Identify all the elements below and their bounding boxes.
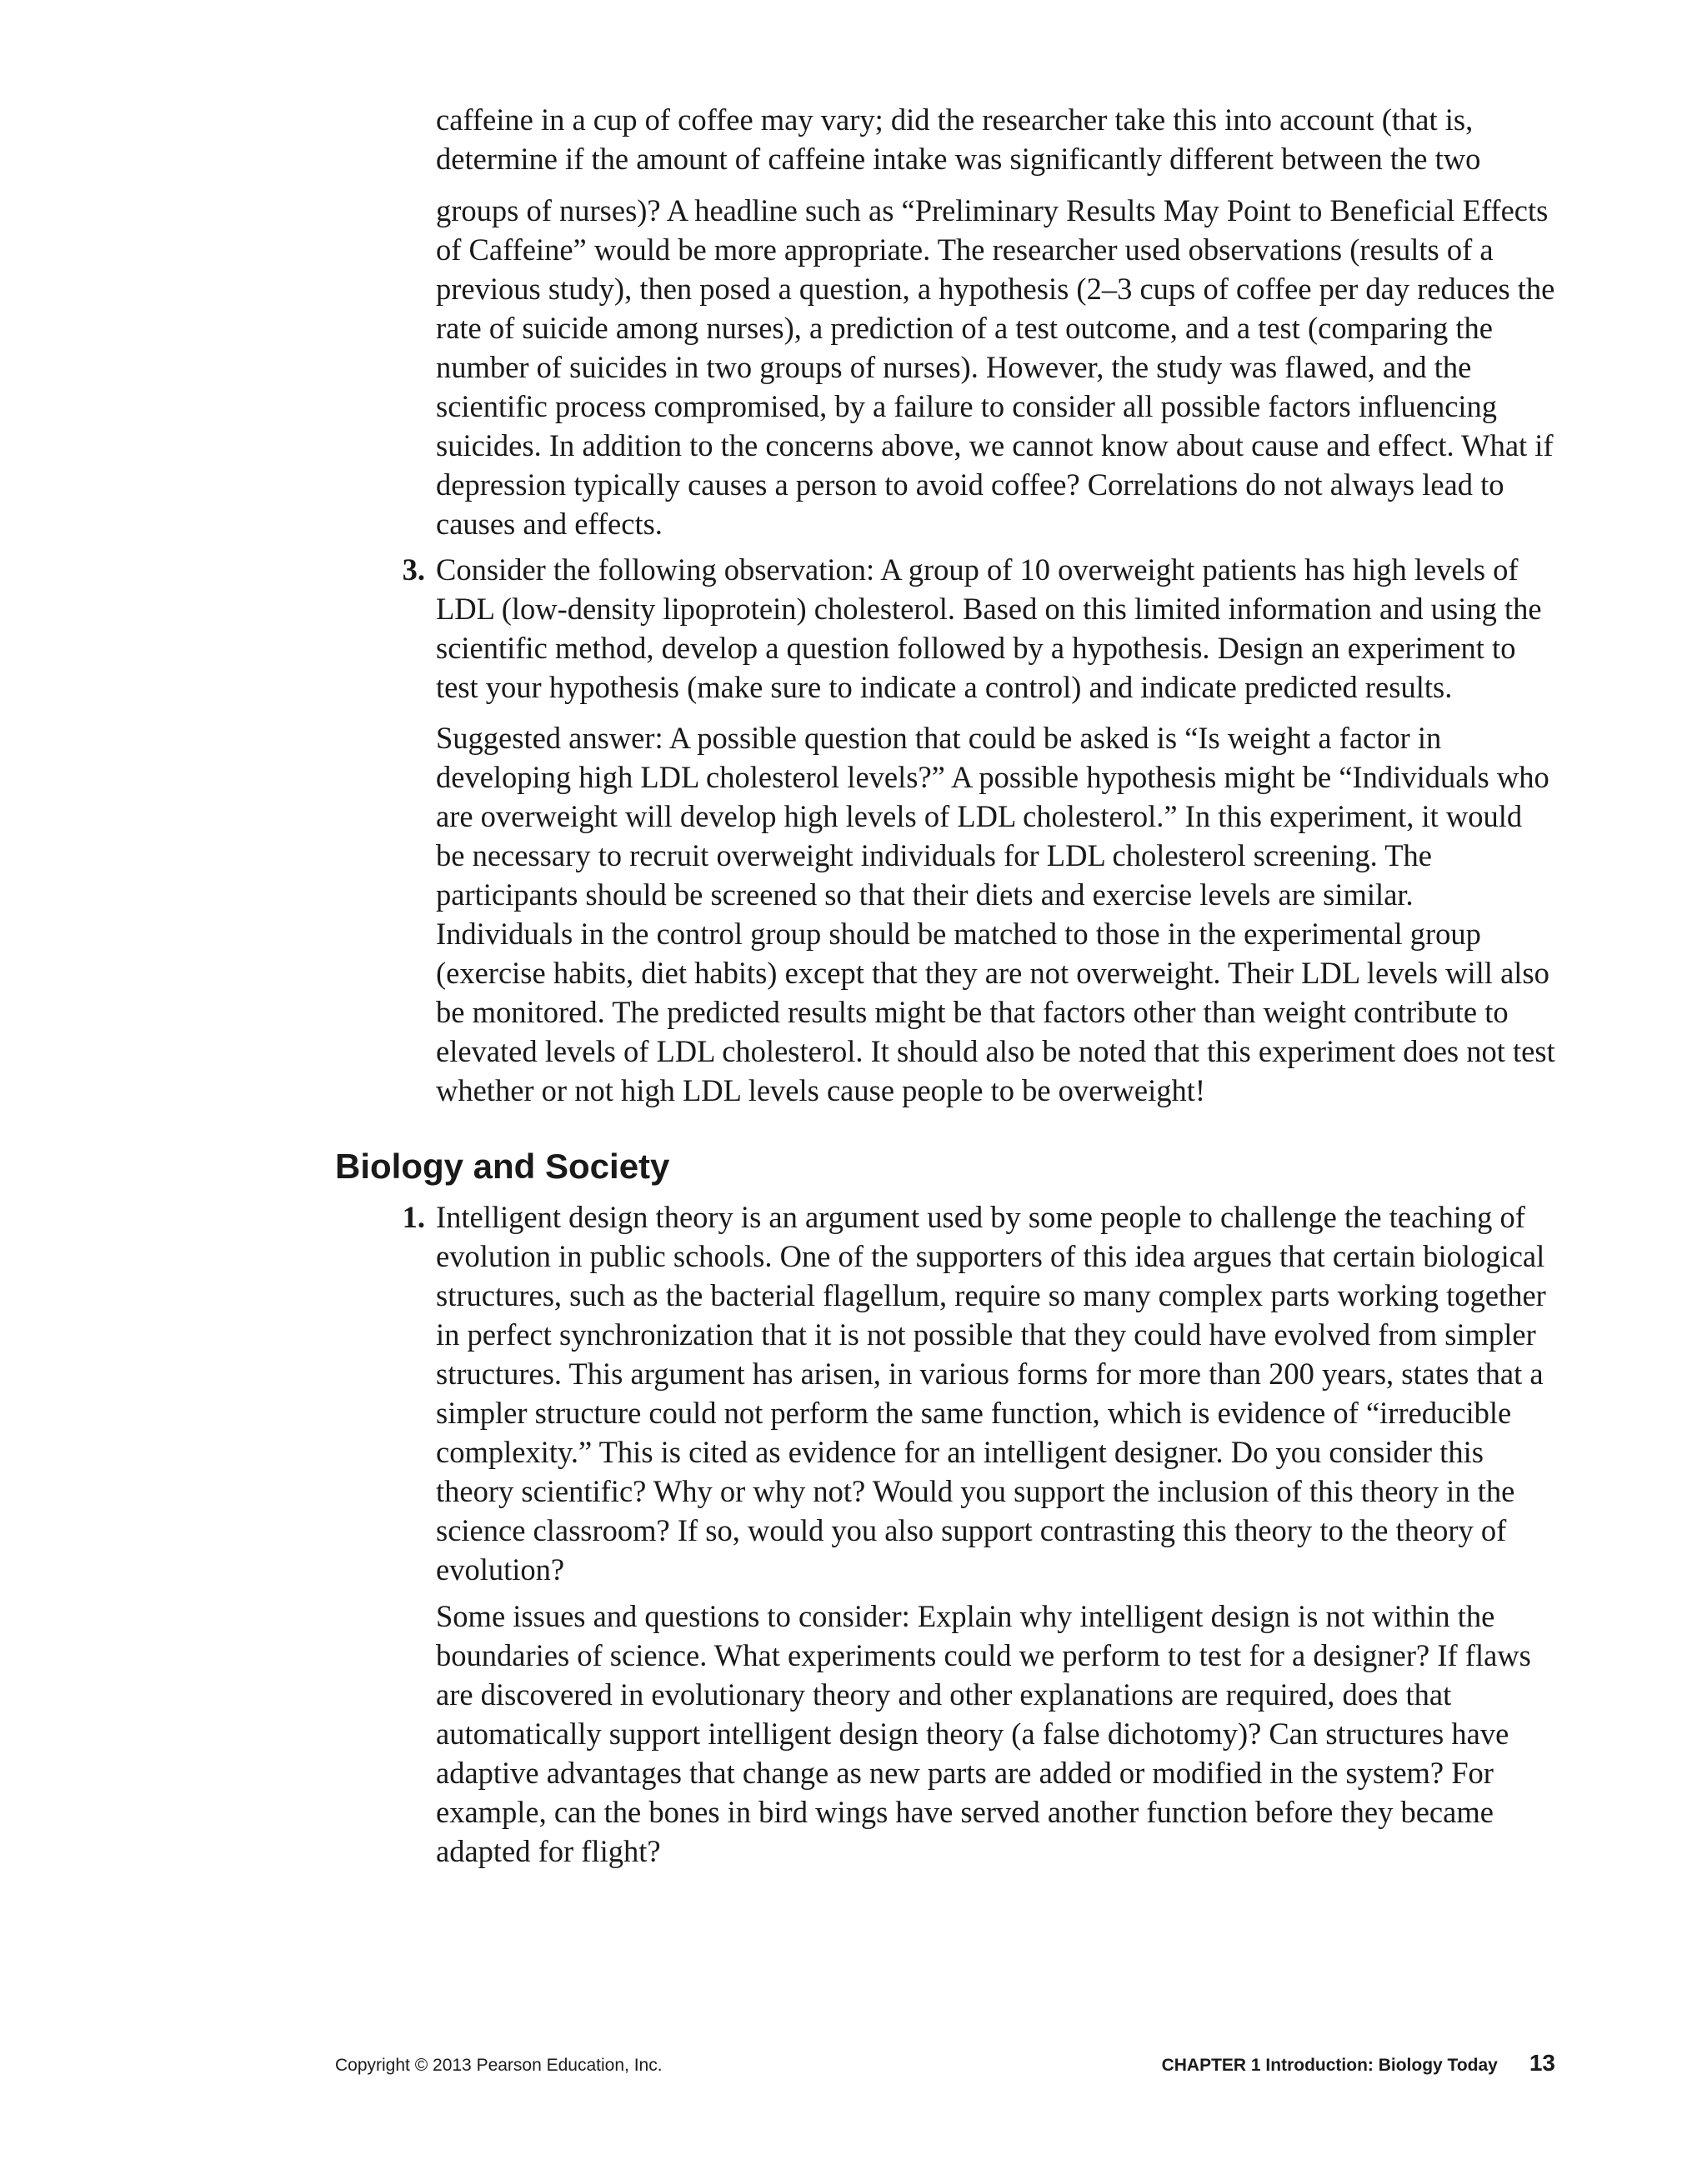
question-3-answer: Suggested answer: A possible question that could be asked is “Is weight a factor in developing high LDL cholesterol levels?” A possible hypothesis might be “Individuals who are overweight will develop high levels of LDL cholesterol.” In this experiment, it would be necessary to recruit overweight individuals for LDL cholesterol screening. The participants should be screened so that their diets and exercise levels are similar. Individuals in the control group should be matched to those in the experimental group (exercise habits, diet habits) except that they are not overweight. Their LDL levels will also be monitored. The predicted results might be that factors other than weight contribute to elevated levels of LDL cholesterol. It should also be noted that this experiment does not test whether or not high LDL levels cause people to be overweight! bbox=[436, 721, 1555, 1107]
question-1-answer: Some issues and questions to consider: Explain why intelligent design is not within the boundaries of science. What experiments could we perform to test for a designer? If flaws are discovered in evolutionary theory and other explanations are required, does that automatically support intelligent design theory (a false dichotomy)? Can structures have adaptive advantages that change as new parts are added or modified in the system? For example, can the bones in bird wings have served another function before they became adapted for flight? bbox=[436, 1599, 1531, 1868]
headline-paragraph: groups of nurses)? A headline such as “Preliminary Results May Point to Beneficial Effects of Caffeine” would be more appropriate. The researcher used observations (results of a previous study), then posed a question, a hypothesis (2–3 cups of coffee per day reduces the rate of suicide among nurses), a prediction of a test outcome, and a test (comparing the number of suicides in two groups of nurses). However, the study was flawed, and the scientific process compromised, by a failure to consider all possible factors influencing suicides. In addition to the concerns above, we cannot know about cause and effect. What if depression typically causes a person to avoid coffee? Correlations do not always lead to causes and effects. bbox=[436, 193, 1555, 541]
continued-paragraph: caffeine in a cup of coffee may vary; did the researcher take this into account (that is, determine if the amount of caffeine intake was significantly different between the two bbox=[436, 102, 1481, 176]
page-number: 13 bbox=[1529, 2050, 1555, 2076]
question-1-number: 1. bbox=[402, 1200, 425, 1234]
question-3-text: Consider the following observation: A group of 10 overweight patients has high levels of LDL (low-density lipoprotein) cholesterol. Based on this limited information and using the scientific method, develop a question followed by a hypothesis. Design an experiment to test your hypothesis (make sure to indicate a control) and indicate predicted results. bbox=[436, 552, 1542, 704]
question-3-number: 3. bbox=[402, 552, 425, 587]
chapter-title: CHAPTER 1 Introduction: Biology Today bbox=[1161, 2056, 1498, 2075]
question-1-text: Intelligent design theory is an argument used by some people to challenge the teaching of evolution in public schools. One of the supporters of this idea argues that certain biological structures, such as the bacterial flagellum, require so many complex parts working together in perfect synchronization that it is not possible that they could have evolved from simpler structures. This argument has arisen, in various forms for more than 200 years, states that a simpler structure could not perform the same function, which is evidence of “irreducible complexity.” This is cited as evidence for an intelligent designer. Do you consider this theory scientific? Why or why not? Would you support the inclusion of this theory in the science classroom? If so, would you also support contrasting this theory to the theory of evolution? bbox=[436, 1200, 1546, 1587]
page-footer bbox=[1162, 2048, 1555, 2081]
copyright-notice: Copyright © 2013 Pearson Education, Inc. bbox=[335, 2056, 663, 2075]
section-heading: Biology and Society bbox=[335, 1147, 670, 1186]
